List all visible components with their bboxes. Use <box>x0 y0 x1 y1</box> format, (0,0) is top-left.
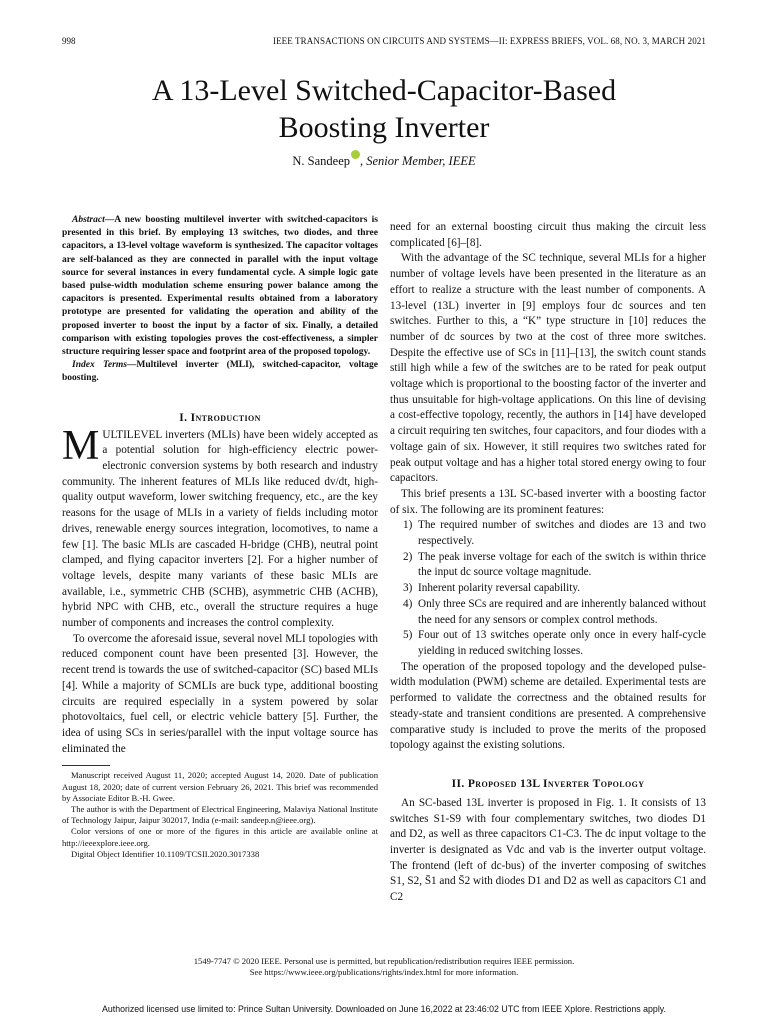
right-paragraph-2: This brief presents a 13L SC-based inverter with a boosting factor of six. The following are its prominent features: <box>390 487 706 516</box>
running-head: IEEE TRANSACTIONS ON CIRCUITS AND SYSTEMS—II: EXPRESS BRIEFS, VOL. 68, NO. 3, MARCH 2021 <box>272 36 706 46</box>
paper-title-line-2: Boosting Inverter <box>278 111 490 144</box>
list-item: 5) Four out of 13 switches operate only once in every half-cycle yielding in reduced switching losses. <box>403 629 706 657</box>
paper-title-line-1: A 13-Level Switched-Capacitor-Based <box>151 74 617 107</box>
footnotes <box>62 770 378 860</box>
author-name: N. Sandeep <box>292 154 350 168</box>
right-column-body <box>390 220 706 754</box>
abstract-text: —A new boosting multilevel inverter with switched-capacitors is presented in this brief. By employing 13 switches, two diodes, and three capacitors, a 13-level voltage waveform is synthesized. The capacitor voltages are self-balanced as they are connected in parallel with the input voltage source for several instances in every fundamental cycle. A simple logic gate based pulse-width modulation scheme ensuring power balance among the capacitors is presented. Experimental results obtained from a laboratory prototype are presented for validating the operation and ability of the proposed inverter to boost the input by a factor of six. Finally, a detailed comparison with existing topologies proves the cost-effectiveness, a simpler structure requiring lesser space and footprint area of the proposed topology. <box>62 215 378 358</box>
right-paragraph-3: The operation of the proposed topology and the developed pulse-width modulation (PWM) scheme are detailed. Experimental tests are performed to validate the correctness and the obtained results for steady-state and transient conditions are presented. A comprehensive comparative study is included to prove the merits of the proposed topology against the existing solutions. <box>390 660 706 752</box>
footnote-doi: Digital Object Identifier 10.1109/TCSII.2020.3017338 <box>71 848 260 859</box>
footnote-color: Color versions of one or more of the figures in this article are available online at http://ieeexplore.ieee.org. <box>62 826 378 848</box>
dropcap: M <box>62 422 100 469</box>
page-number: 998 <box>62 36 76 46</box>
abstract <box>62 214 378 386</box>
authorization-notice: Authorized licensed use limited to: Prince Sultan University. Downloaded on June 16,2022 at 23:46:02 UTC from IEEE Xplore. Restrictions apply. <box>102 1004 666 1014</box>
right-paragraph-0: need for an external boosting circuit thus making the circuit less complicated [6]–[8]. <box>390 221 706 249</box>
topology-paragraph-1: An SC-based 13L inverter is proposed in Fig. 1. It consists of 13 switches S1-S9 with four complementary switches, two diodes D1 and D2, as well as three capacitors C1-C3. The dc input voltage to the inverter is designated as Vdc and vab is the inverter output voltage. The frontend (left of dc-bus) of the inverter composing of switches S1, S2, S̄1 and S̄2 with diodes D1 and D2 as well as capacitors C1 and C2 <box>390 796 707 904</box>
list-item: 4) Only three SCs are required and are inherently balanced without the need for any sensors or complex control methods. <box>403 597 706 626</box>
left-column <box>62 214 378 860</box>
copyright-line-2: See https://www.ieee.org/publications/rights/index.html for more information. <box>249 967 519 977</box>
right-paragraph-1: With the advantage of the SC technique, several MLIs for a higher number of voltage levels have been presented in the literature as an effort to realize a structure with the least number of components. A 13-level (13L) inverter in [9] employs four dc sources and ten switches. Further to this, a “K” type structure in [10] reduces the number of dc sources by two at the cost of three more switches. Despite the effective use of SCs in [11]–[13], the switch count stands still high while a few of the switches are to be rated for peak output voltage which is proportional to the boosting factor of the inverter and thus unsuitable for high-voltage applications. On this line of devising a cost-effective topology, recently, the authors in [14] have developed a circuit requiring ten switches, four capacitors, and four diodes with a voltage gain of six. However, it still requires two switches rated for peak output voltage and has a higher total stored energy owing to four capacitors. <box>390 252 706 485</box>
features-list <box>390 518 706 659</box>
section-heading-topology: II. Proposed 13L Inverter Topology <box>451 777 645 790</box>
intro-paragraph-2: To overcome the aforesaid issue, several novel MLI topologies with reduced component count have been presented [3]. However, the recent trend is towards the use of switched-capacitor (SC) based MLIs [4]. While a majority of SCMLIs are buck type, additional boosting circuits are required especially in a system powered by solar photovoltaics, fuel cell, or electric vehicle battery [5]. Further, the idea of using SCs in series/parallel with the input voltage source has eliminated the <box>62 632 378 755</box>
list-item: 2) The peak inverse voltage for each of the switch is within thrice the input dc source voltage magnitude. <box>403 550 706 579</box>
copyright-line-1: 1549-7747 © 2020 IEEE. Personal use is permitted, but republication/redistribution requires IEEE permission. <box>193 956 575 966</box>
copyright-notice <box>0 956 768 978</box>
introduction-body <box>62 422 378 758</box>
intro-paragraph-1: ULTILEVEL inverters (MLIs) have been widely accepted as a potential solution for high-efficiency electric power-electronic conversion systems by both research and industry community. The inherent features of MLIs like reduced dv/dt, high-quality output waveform, lower switching frequency, etc., are the key reasons for the usage of MLIs in a variety of fields including motor drives, renewable energy sources integration, locomotives, to name a few [1]. The basic MLIs are cascaded H-bridge (CHB), neutral point clamped, and flying capacitor inverters [2]. For a higher number of voltage levels, despite many variants of these basic MLIs are available, i.e., symmetric CHB (SCHB), asymmetric CHB (ACHB), hybrid NPC with CHB, etc., overall the structure requires a huge number of components and increases the control complexity. <box>62 428 378 630</box>
list-item: 3) Inherent polarity reversal capability. <box>403 582 581 595</box>
index-terms-lead: Index Terms <box>72 360 127 371</box>
footnote-divider <box>62 765 110 766</box>
right-column <box>390 220 706 906</box>
section-heading-introduction: I. Introduction <box>179 411 261 424</box>
index-terms-text: —Multilevel inverter (MLI), switched-capacitor, voltage boosting. <box>62 360 378 384</box>
abstract-lead: Abstract <box>72 215 105 225</box>
footnote-manuscript: Manuscript received August 11, 2020; accepted August 14, 2020. Date of publication August 18, 2020; date of current version February 26, 2021. This brief was recommended by Associate Editor B.-H. Gwee. <box>62 770 378 803</box>
author-affiliation: Senior Member, IEEE <box>366 154 476 168</box>
list-item: 1) The required number of switches and diodes are 13 and two respectively. <box>403 519 706 548</box>
author-line: N. Sandeep , Senior Member, IEEE <box>0 154 768 169</box>
title-block <box>0 72 768 169</box>
topology-body <box>390 796 706 906</box>
orcid-icon[interactable] <box>351 150 360 159</box>
footnote-author: The author is with the Department of Electrical Engineering, Malaviya National Institute of Technology Jaipur, Jaipur 302017, India (e-mail: sandeep.n@ieee.org). <box>62 804 378 826</box>
